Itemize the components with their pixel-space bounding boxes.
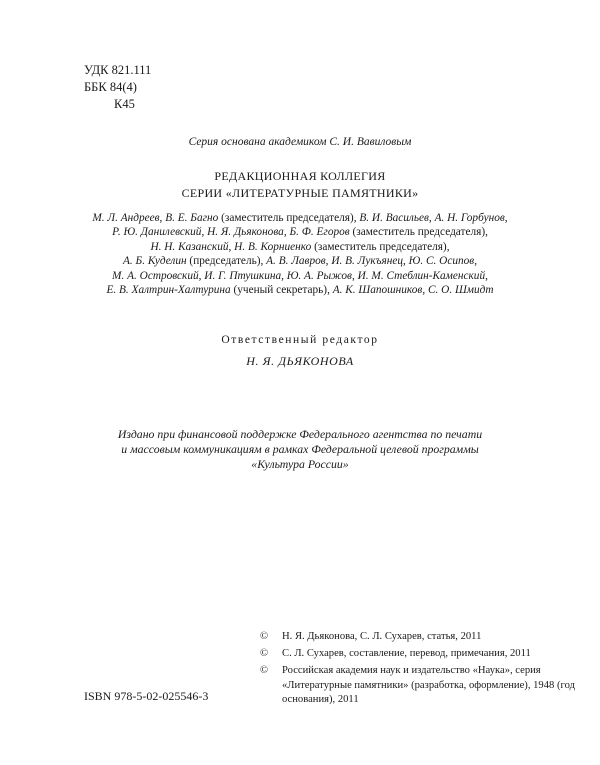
members-line-1: М. Л. Андреев, В. Е. Багно (заместитель председателя), В. И. Васильев, А. Н. Горбунов, bbox=[92, 212, 508, 224]
funding-line3: «Культура России» bbox=[251, 457, 349, 471]
members-line-6: Е. В. Халтрин-Халтурина (ученый секретарь), А. К. Шапошников, С. О. Шмидт bbox=[106, 284, 494, 297]
member-name: А. Н. Горбунов bbox=[434, 212, 505, 224]
editorial-board-members bbox=[0, 211, 600, 297]
member-name: Р. Ю. Данилевский bbox=[112, 226, 202, 239]
board-title-line2: СЕРИИ «ЛИТЕРАТУРНЫЕ ПАМЯТНИКИ» bbox=[181, 186, 419, 200]
editorial-board-title bbox=[0, 168, 600, 202]
member-role: (заместитель председателя) bbox=[349, 226, 486, 239]
funding-line1: Издано при финансовой поддержке Федерального агентства по печати bbox=[117, 427, 483, 441]
copyright-item bbox=[260, 630, 580, 644]
funding-line2: и массовым коммуникациям в рамках Федеральной целевой программы bbox=[121, 442, 479, 456]
members-line-5: М. А. Островский, И. Г. Птушкина, Ю. А. Рыжов, И. М. Стеблин-Каменский, bbox=[112, 269, 488, 282]
bbk-code: ББК 84(4) bbox=[84, 80, 137, 94]
member-name: М. А. Островский bbox=[112, 269, 199, 282]
member-name: Н. Н. Казанский bbox=[150, 240, 229, 253]
member-name: И. М. Стеблин-Каменский bbox=[357, 269, 486, 282]
responsible-editor-label: Ответственный редактор bbox=[221, 334, 379, 346]
classification-block bbox=[84, 62, 151, 113]
copyright-symbol: © bbox=[260, 648, 269, 660]
member-role: (заместитель председателя) bbox=[218, 212, 354, 224]
member-name: Н. Я. Дьяконова bbox=[207, 226, 284, 239]
member-name: Б. Ф. Егоров bbox=[289, 226, 350, 239]
series-note: Серия основана академиком С. И. Вавиловым bbox=[188, 136, 412, 148]
copyright-text: С. Л. Сухарев, составление, перевод, примечания, 2011 bbox=[282, 648, 531, 660]
member-name: А. К. Шапошников bbox=[332, 284, 423, 297]
responsible-editor-name: Н. Я. ДЬЯКОНОВА bbox=[246, 354, 354, 368]
members-line-2: Р. Ю. Данилевский, Н. Я. Дьяконова, Б. Ф. Егоров (заместитель председателя), bbox=[112, 226, 488, 239]
copyright-symbol: © bbox=[260, 665, 269, 677]
members-line-3: Н. Н. Казанский, Н. В. Корниенко (заместитель председателя), bbox=[150, 240, 450, 253]
copyright-item bbox=[260, 647, 580, 661]
member-name: Ю. А. Рыжов bbox=[286, 269, 352, 282]
member-role: (председатель) bbox=[186, 255, 261, 268]
copyright-symbol: © bbox=[260, 631, 269, 642]
member-name: И. В. Лукъянец bbox=[331, 255, 404, 268]
copyright-text: Российская академия наук и издательство «Наука», серия «Литературные памятники» (разработка, оформление), 1948 (год основания), 2011 bbox=[282, 665, 575, 705]
funding-note bbox=[0, 427, 600, 472]
member-name: Ю. С. Осипов bbox=[408, 255, 475, 268]
copyright-item bbox=[260, 664, 580, 707]
member-name: В. И. Васильев bbox=[359, 212, 429, 224]
member-role: (заместитель председателя) bbox=[311, 240, 447, 253]
udk-code: УДК 821.111 bbox=[84, 63, 152, 77]
members-line-4: А. Б. Куделин (председатель), А. В. Лавров, И. В. Лукъянец, Ю. С. Осипов, bbox=[122, 255, 478, 268]
author-mark: К45 bbox=[114, 97, 135, 111]
member-name: А. В. Лавров bbox=[266, 255, 326, 268]
isbn: ISBN 978-5-02-025546-3 bbox=[84, 689, 209, 703]
member-name: И. Г. Птушкина bbox=[204, 269, 282, 282]
member-name: М. Л. Андреев bbox=[92, 212, 160, 224]
member-name: В. Е. Багно bbox=[165, 212, 219, 224]
member-name: Н. В. Корниенко bbox=[234, 240, 312, 253]
copyright-block bbox=[260, 630, 580, 710]
member-name: А. Б. Куделин bbox=[122, 255, 187, 268]
member-name: Е. В. Халтрин-Халтурина bbox=[106, 284, 231, 297]
copyright-text: Н. Я. Дьяконова, С. Л. Сухарев, статья, 2011 bbox=[282, 631, 482, 642]
board-title-line1: РЕДАКЦИОННАЯ КОЛЛЕГИЯ bbox=[214, 169, 386, 183]
member-role: (ученый секретарь) bbox=[230, 284, 328, 297]
member-name: С. О. Шмидт bbox=[428, 284, 494, 297]
